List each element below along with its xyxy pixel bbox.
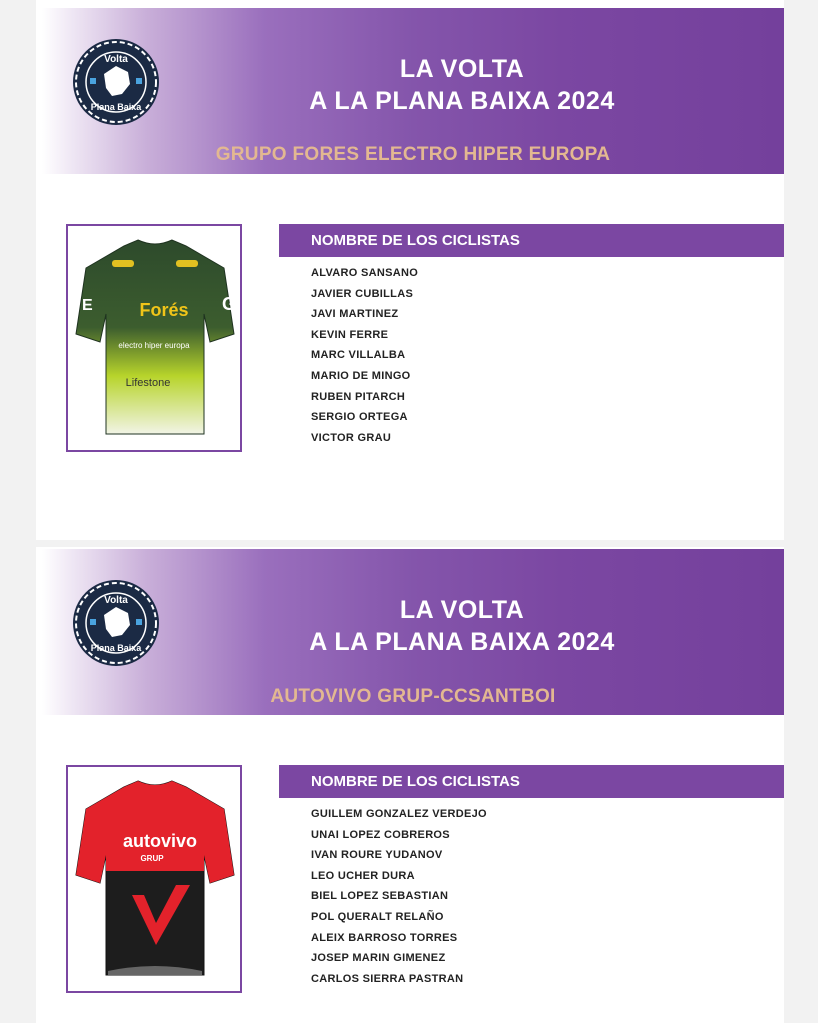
jersey-image (72, 234, 238, 442)
riders-header: NOMBRE DE LOS CICLISTAS (279, 765, 784, 798)
event-title (202, 594, 722, 658)
rider-name: LEO UCHER DURA (311, 869, 415, 882)
event-title-line-1: LA VOLTA (399, 55, 525, 83)
rider-name: RUBEN PITARCH (311, 390, 406, 403)
event-title-line-2: A LA PLANA BAIXA 2024 (309, 87, 615, 115)
volta-logo (72, 579, 160, 667)
rider-name: MARC VILLALBA (311, 349, 406, 362)
jersey-frame (66, 765, 242, 993)
jersey-sponsor-secondary: electro hiper europa (118, 341, 190, 350)
jersey-frame (66, 224, 242, 452)
team-name: GRUPO FORES ELECTRO HIPER EUROPA (215, 144, 611, 165)
rider-name: POL QUERALT RELAÑO (311, 910, 444, 923)
page-margin (794, 0, 818, 1023)
rider-name: VICTOR GRAU (311, 431, 392, 444)
team-card-2 (36, 547, 784, 1023)
logo-bottom-text: Plana Baixa (90, 102, 142, 112)
riders-list (311, 263, 418, 448)
logo-top-text: Volta (104, 595, 128, 606)
volta-logo (72, 38, 160, 126)
team-banner (42, 549, 784, 715)
rider-name: MARIO DE MINGO (311, 369, 411, 382)
riders-list (311, 804, 487, 989)
jersey-sponsor-main: autovivo (122, 831, 198, 851)
team-card-1 (36, 0, 784, 540)
rider-name: UNAI LOPEZ COBREROS (311, 828, 450, 841)
event-title-line-2: A LA PLANA BAIXA 2024 (309, 628, 615, 656)
rider-name: ALEIX BARROSO TORRES (311, 931, 458, 944)
rider-name: CARLOS SIERRA PASTRAN (311, 972, 464, 985)
rider-name: IVAN ROURE YUDANOV (311, 849, 443, 862)
rider-name: KEVIN FERRE (311, 328, 389, 341)
rider-name: BIEL LOPEZ SEBASTIAN (311, 890, 449, 903)
event-title (202, 53, 722, 117)
svg-text:G: G (222, 294, 237, 314)
riders-header: NOMBRE DE LOS CICLISTAS (279, 224, 784, 257)
rider-name: GUILLEM GONZALEZ VERDEJO (311, 808, 487, 820)
logo-top-text: Volta (104, 54, 128, 65)
rider-name: JOSEP MARIN GIMENEZ (311, 952, 446, 965)
team-banner (42, 8, 784, 174)
jersey-sponsor-main: Forés (139, 300, 189, 320)
jersey-sponsor-secondary: GRUP (140, 854, 164, 863)
event-title-line-1: LA VOLTA (399, 596, 525, 624)
jersey-sponsor-third: Lifestone (125, 377, 171, 389)
team-name: AUTOVIVO GRUP-CCSANTBOI (270, 686, 556, 707)
logo-bottom-text: Plana Baixa (90, 643, 142, 653)
jersey-image (72, 775, 238, 983)
rider-name: ALVARO SANSANO (311, 267, 419, 279)
rider-name: JAVIER CUBILLAS (311, 287, 414, 300)
rider-name: JAVI MARTINEZ (311, 308, 399, 321)
rider-name: SERGIO ORTEGA (311, 411, 408, 424)
svg-text:E: E (82, 297, 93, 314)
